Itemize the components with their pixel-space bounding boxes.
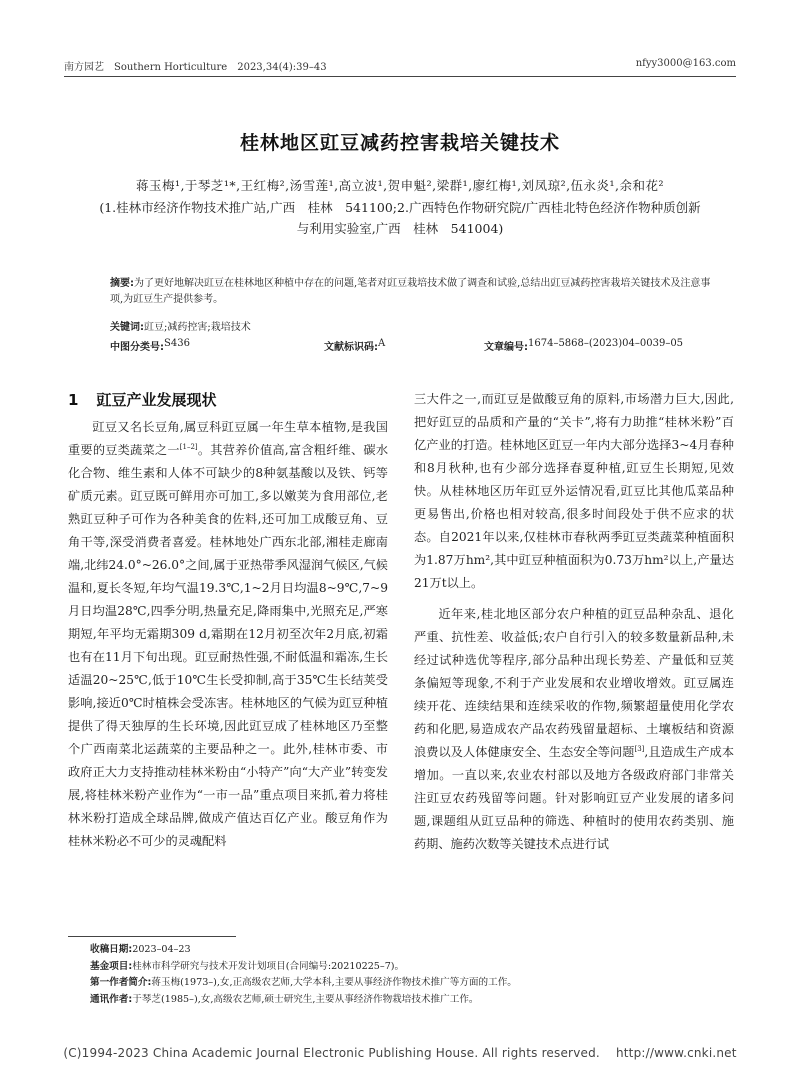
paragraph	[414, 603, 734, 856]
paragraph	[68, 416, 388, 853]
clc-value: S436	[164, 338, 190, 349]
keywords-text: 豇豆;减药控害;栽培技术	[144, 322, 251, 333]
doc-label: 文献标识码:	[324, 342, 378, 353]
paragraph-text: 。其营养价值高,富含粗纤维、碳水化合物、维生素和人体不可缺少的8种氨基酸以及铁、钙等矿质元素。豇豆既可鲜用亦可加工,多以嫩荚为食用部位,老熟豇豆种子可作为各种美食的佐料,还可加工成酸豆角、豆角干等,深受消费者喜爱。桂林地处广西东北部,湘桂走廊南端,北纬24.0°~26.0°之间,属于亚热带季风湿润气候区,气候温和,夏长冬短,年均气温19.3℃,1~2月日均温8~9℃,7~9月日均温28℃,四季分明,热量充足,降雨集中,光照充足,严寒期短,年平均无霜期309 d,霜期在12月初至次年2月底,初霜也有在11月下旬出现。豇豆耐热性强,不耐低温和霜冻,生长适温20~25℃,低于10℃生长受抑制,高于35℃生长结荚受影响,接近0℃时植株会受冻害。桂林地区的气候为豇豆种植提供了得天独厚的生长环境,因此豇豆成了桂林地区乃至整个广西南菜北运蔬菜的主要品种之一。此外,桂林市委、市政府正大力支持推动桂林米粉由“小特产”向“大产业”转变发展,将桂林米粉产业作为“一市一品”重点项目来抓,着力将桂林米粉打造成全球品牌,做成产值达百亿产业。酸豆角作为桂林米粉必不可少的灵魂配料	[68, 443, 389, 848]
affiliation-line: 与利用实验室,广西 桂林 541004)	[296, 221, 504, 236]
abstract-label: 摘要:	[110, 278, 134, 289]
keywords-label: 关键词:	[110, 322, 144, 333]
paragraph-text: 豇豆又名长豆角,属豆科豇豆属一年生草本植物,是我国重要的豆类蔬菜之一	[68, 420, 388, 457]
footnote-rule	[68, 936, 236, 937]
section-heading	[68, 388, 388, 412]
citation: [3]	[634, 744, 645, 753]
footnote-corresponding	[90, 992, 732, 1009]
footnote-text: 2023–04–23	[132, 944, 191, 955]
clc-label: 中图分类号:	[110, 342, 164, 353]
footnote-text: 于琴芝(1985–),女,高级农艺师,硕士研究生,主要从事经济作物栽培技术推广工作。	[132, 993, 479, 1005]
footnotes	[90, 942, 732, 1008]
article-meta	[110, 338, 714, 352]
body-column-left	[68, 388, 388, 853]
footnote-label: 收稿日期:	[90, 944, 133, 955]
article-label: 文章编号:	[484, 342, 528, 353]
affiliation-line: (1.桂林市经济作物技术推广站,广西 桂林 541100;2.广西特色作物研究院/广西桂北特色经济作物种质创新	[99, 200, 701, 215]
abstract-text: 为了更好地解决豇豆在桂林地区种植中存在的问题,笔者对豇豆栽培技术做了调查和试验,总结出豇豆减药控害栽培关键技术及注意事项,为豇豆生产提供参考。	[110, 278, 711, 305]
keywords	[110, 318, 251, 333]
footnote-fund	[90, 959, 732, 976]
footnote-label: 基金项目:	[90, 960, 133, 972]
section-title: 豇豆产业发展现状	[96, 391, 217, 409]
paragraph-text: ,且造成生产成本增加。一直以来,农业农村部以及地方各级政府部门非常关注豇豆农药残留等问题。针对影响豇豆产业发展的诸多问题,课题组从豇豆品种的筛选、种植时的使用农药类别、施药期、施药次数等关键技术点进行试	[414, 745, 735, 851]
article-number	[484, 338, 684, 353]
doc-value: A	[378, 338, 386, 349]
affiliations	[72, 197, 728, 239]
journal-email: nfyy3000@163.com	[635, 58, 736, 69]
doc-code	[324, 338, 386, 353]
article-value: 1674–5868–(2023)04–0039–05	[528, 338, 684, 349]
article-title: 桂林地区豇豆减药控害栽培关键技术	[239, 132, 560, 154]
footnote-text: 蒋玉梅(1973–),女,正高级农艺师,大学本科,主要从事经济作物技术推广等方面的工作。	[151, 977, 517, 988]
section-number: 1	[68, 391, 79, 409]
journal-citation: 南方园艺 Southern Horticulture 2023,34(4):39–43	[64, 62, 327, 73]
footnote-label: 通讯作者:	[90, 993, 133, 1005]
footnote-first-author	[90, 975, 732, 992]
body-column-right	[414, 388, 734, 856]
running-header	[64, 58, 736, 74]
footnote-text: 桂林市科学研究与技术开发计划项目(合同编号:20210225–7)。	[132, 960, 405, 972]
citation: [1–2]	[179, 442, 198, 451]
header-rule	[64, 76, 736, 77]
footnote-label: 第一作者简介:	[90, 977, 152, 988]
abstract	[110, 276, 714, 308]
paragraph-continued: 三大件之一,而豇豆是做酸豆角的原料,市场潜力巨大,因此,把好豇豆的品质和产量的“关卡”,将有力助推“桂林米粉”百亿产业的打造。桂林地区豇豆一年内大部分选择3~4月春种和8月秋种,也有少部分选择春夏种植,豇豆生长期短,见效快。从桂林地区历年豇豆外运情况看,豇豆比其他瓜菜品种更易售出,价格也相对较高,很多时间段处于供不应求的状态。自2021年以来,仅桂林市春秋两季豇豆类蔬菜种植面积为1.87万hm²,其中豇豆种植面积为0.73万hm²以上,产量达21万t以上。	[414, 392, 734, 590]
paragraph-text: 近年来,桂北地区部分农户种植的豇豆品种杂乱、退化严重、抗性差、收益低;农户自行引入的较多数量新品种,未经过试种选优等程序,部分品种出现长势差、产量低和豆荚条偏短等现象,不利于产业发展和农业增收增效。豇豆属连续开花、连续结果和连续采收的作物,频繁超量使用化学农药和化肥,易造成农产品农药残留量超标、土壤板结和资源浪费以及人体健康安全、生态安全等问题	[414, 607, 734, 759]
author-list: 蒋玉梅¹,于琴芝¹*,王红梅²,汤雪莲¹,高立波¹,贺申魁²,梁群¹,廖红梅¹,刘凤琼²,伍永炎¹,余和花²	[135, 178, 665, 193]
footnote-received	[90, 942, 732, 959]
clc-number	[110, 338, 190, 353]
copyright-notice: (C)1994-2023 China Academic Journal Electronic Publishing House. All rights reserved. http://www.cnki.net	[63, 1046, 737, 1060]
